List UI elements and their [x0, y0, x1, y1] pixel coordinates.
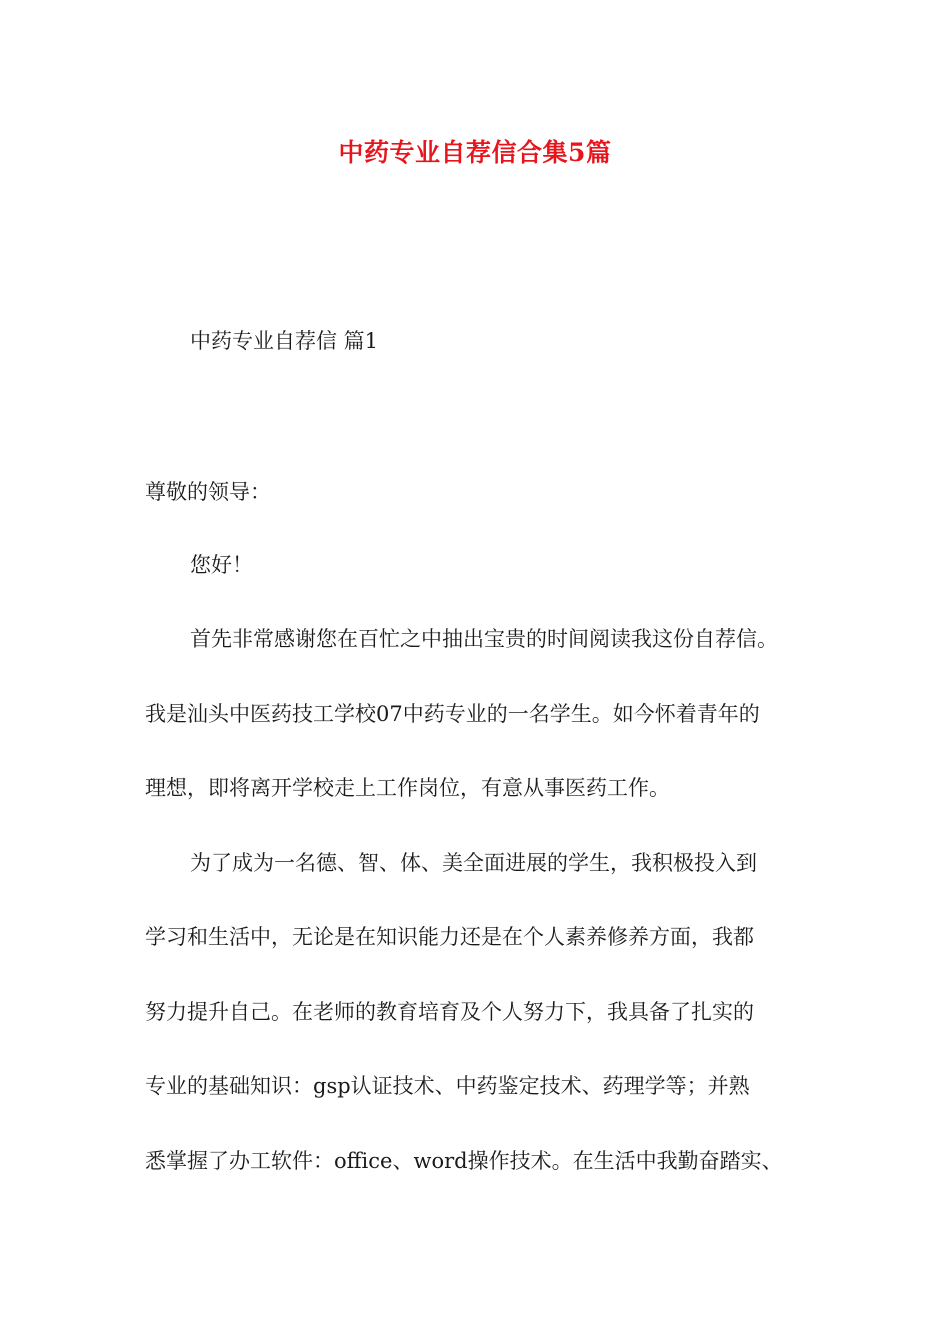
paragraph-2-line-1: 为了成为一名德、智、体、美全面进展的学生，我积极投入到: [190, 851, 757, 875]
paragraph-2-line-5: 悉掌握了办工软件：office、word操作技术。在生活中我勤奋踏实、: [145, 1149, 783, 1173]
salutation: 尊敬的领导：: [145, 480, 271, 504]
paragraph-2-line-3: 努力提升自己。在老师的教育培育及个人努力下，我具备了扎实的: [145, 1000, 754, 1024]
paragraph-1-line-1: 首先非常感谢您在百忙之中抽出宝贵的时间阅读我这份自荐信。: [190, 627, 778, 651]
paragraph-2-line-2: 学习和生活中，无论是在知识能力还是在个人素养修养方面，我都: [145, 925, 754, 949]
document-title: 中药专业自荐信合集5篇: [338, 138, 612, 167]
paragraph-1-line-3: 理想，即将离开学校走上工作岗位，有意从事医药工作。: [145, 776, 670, 800]
greeting: 您好！: [190, 553, 253, 577]
paragraph-1-line-2: 我是汕头中医药技工学校07中药专业的一名学生。如今怀着青年的: [145, 702, 760, 726]
paragraph-2-line-4: 专业的基础知识：gsp认证技术、中药鉴定技术、药理学等；并熟: [145, 1074, 750, 1098]
section-heading: 中药专业自荐信 篇1: [190, 329, 379, 353]
